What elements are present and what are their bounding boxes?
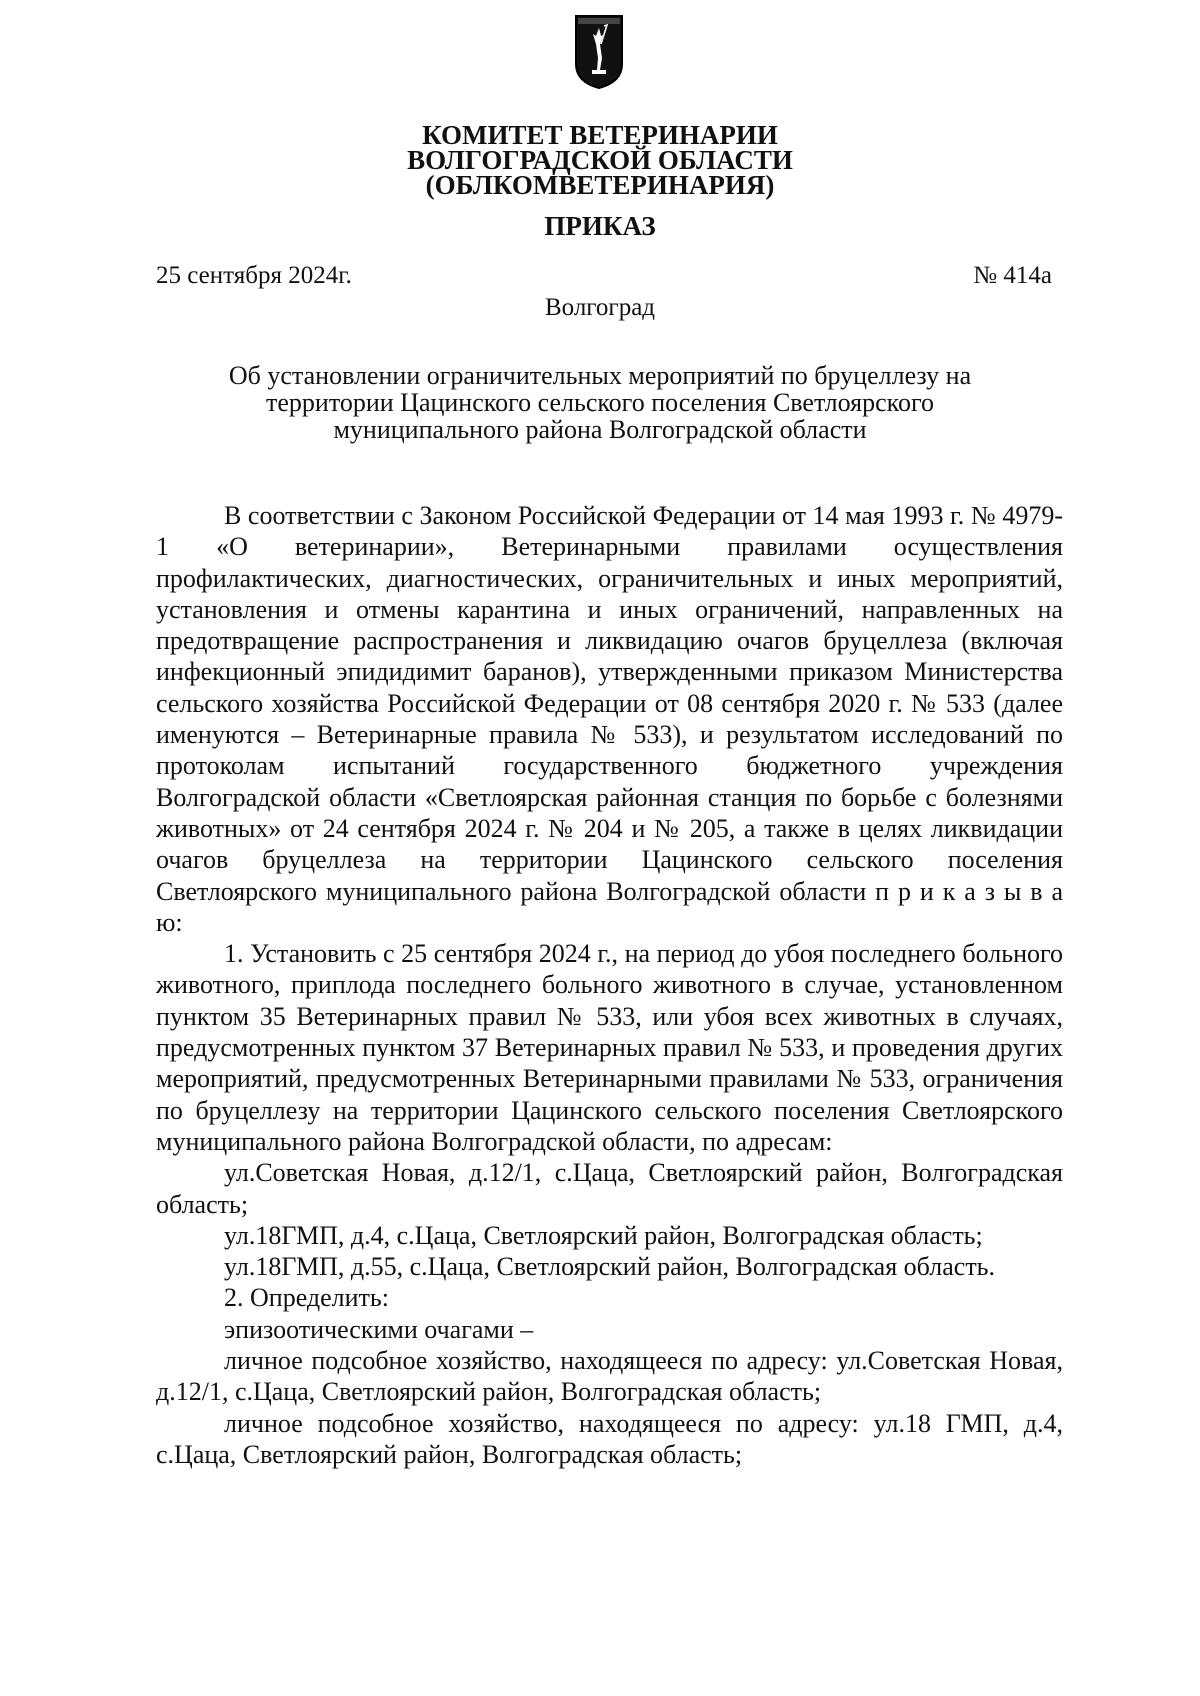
focus-2-paragraph: личное подсобное хозяйство, находящееся по адресу: ул.18 ГМП, д.4, с.Цаца, Светлоярский район, Волгоградская область; [156, 1408, 1063, 1469]
subject-line-2: территории Цацинского сельского поселения Светлоярского [266, 388, 934, 417]
document-date: 25 сентября 2024г. [156, 262, 352, 289]
document-number: № 414а [973, 262, 1052, 289]
org-name-line-3: (ОБЛКОМВЕТЕРИНАРИЯ) [425, 170, 775, 200]
address-3: ул.18ГМП, д.55, с.Цаца, Светлоярский район, Волгоградская область. [224, 1252, 996, 1282]
document-type: ПРИКАЗ [544, 211, 656, 241]
org-name-line-1: КОМИТЕТ ВЕТЕРИНАРИИ [422, 120, 778, 150]
coat-of-arms-volgograd-icon [570, 14, 628, 90]
org-name-line-2: ВОЛГОГРАДСКОЙ ОБЛАСТИ [407, 145, 793, 175]
document-city: Волгоград [544, 294, 656, 321]
address-1: ул.Советская Новая, д.12/1, с.Цаца, Светлоярский район, Волгоградская область; [156, 1158, 1063, 1219]
focus-1-paragraph: личное подсобное хозяйство, находящееся по адресу: ул.Советская Новая, д.12/1, с.Цаца, Светлоярский район, Волгоградская область; [156, 1346, 1063, 1407]
address-2: ул.18ГМП, д.4, с.Цаца, Светлоярский район, Волгоградская область; [224, 1220, 983, 1250]
foci-label: эпизоотическими очагами – [224, 1314, 534, 1344]
document-subject [180, 362, 1020, 443]
item-1-paragraph: 1. Установить с 25 сентября 2024 г., на период до убоя последнего больного животного, приплода последнего больного животного в случае, установленном пунктом 35 Ветеринарных правил № 533, или убоя всех животных в случаях, предусмотренных пунктом 37 Ветеринарных правил № 533, и проведения других мероприятий, предусмотренных Ветеринарными правилами № 533, ограничения по бруцеллезу на территории Цацинского сельского поселения Светлоярского муниципального района Волгоградской области, по адресам: [156, 939, 1063, 1156]
item-2-heading: 2. Определить: [224, 1283, 389, 1313]
subject-line-3: муниципального района Волгоградской области [333, 415, 867, 444]
document-body [156, 500, 1063, 1470]
preamble-paragraph: В соответствии с Законом Российской Федерации от 14 мая 1993 г. № 4979-1 «О ветеринарии», Ветеринарными правилами осуществления профилактических, диагностических, ограничительных и иных мероприятий, установления и отмены карантина и иных ограничений, направленных на предотвращение распространения и ликвидацию очагов бруцеллеза (включая инфекционный эпидидимит баранов), утвержденными приказом Министерства сельского хозяйства Российской Федерации от 08 сентября 2020 г. № 533 (далее именуются – Ветеринарные правила № 533), и результатом исследований по протоколам испытаний государственного бюджетного учреждения Волгоградской области «Светлоярская районная станция по борьбе с болезнями животных» от 24 сентября 2024 г. № 204 и № 205, а также в целях ликвидации очагов бруцеллеза на территории Цацинского сельского поселения Светлоярского муниципального района Волгоградской области п р и к а з ы в а ю: [156, 501, 1063, 937]
subject-line-1: Об установлении ограничительных мероприятий по бруцеллезу на [228, 361, 972, 390]
